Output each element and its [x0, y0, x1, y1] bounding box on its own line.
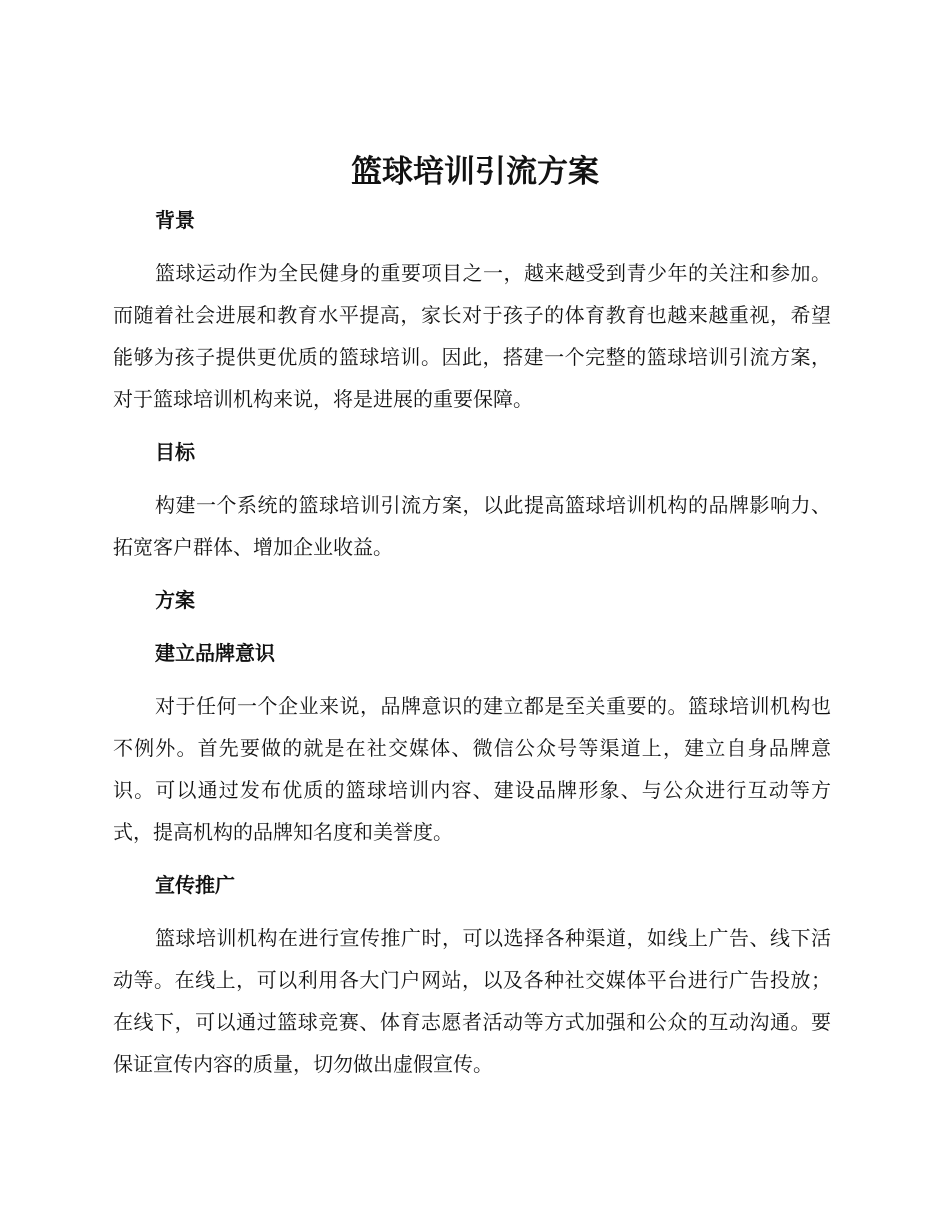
- subsection-heading-brand: 建立品牌意识: [155, 641, 275, 665]
- paragraph-background: 篮球运动作为全民健身的重要项目之一，越来越受到青少年的关注和参加。而随着社会进展和教育水平提高，家长对于孩子的体育教育也越来越重视，希望能够为孩子提供更优质的篮球培训。因此，搭建一个完整的篮球培训引流方案，对于篮球培训机构来说，将是进展的重要保障。: [113, 261, 831, 411]
- document-body: [113, 199, 831, 1085]
- paragraph-brand: 对于任何一个企业来说，品牌意识的建立都是至关重要的。篮球培训机构也不例外。首先要做的就是在社交媒体、微信公众号等渠道上，建立自身品牌意识。可以通过发布优质的篮球培训内容、建设品牌形象、与公众进行互动等方式，提高机构的品牌知名度和美誉度。: [113, 694, 831, 844]
- document-title: 篮球培训引流方案: [351, 154, 599, 190]
- paragraph-goal: 构建一个系统的篮球培训引流方案，以此提高篮球培训机构的品牌影响力、拓宽客户群体、增加企业收益。: [113, 493, 831, 559]
- subsection-heading-promotion: 宣传推广: [155, 873, 235, 897]
- paragraph-promotion: 篮球培训机构在进行宣传推广时，可以选择各种渠道，如线上广告、线下活动等。在线上，可以利用各大门户网站，以及各种社交媒体平台进行广告投放；在线下，可以通过篮球竞赛、体育志愿者活动等方式加强和公众的互动沟通。要保证宣传内容的质量，切勿做出虚假宣传。: [113, 926, 831, 1076]
- section-heading-plan: 方案: [155, 588, 195, 612]
- section-heading-background: 背景: [155, 208, 195, 232]
- section-heading-goal: 目标: [155, 440, 195, 464]
